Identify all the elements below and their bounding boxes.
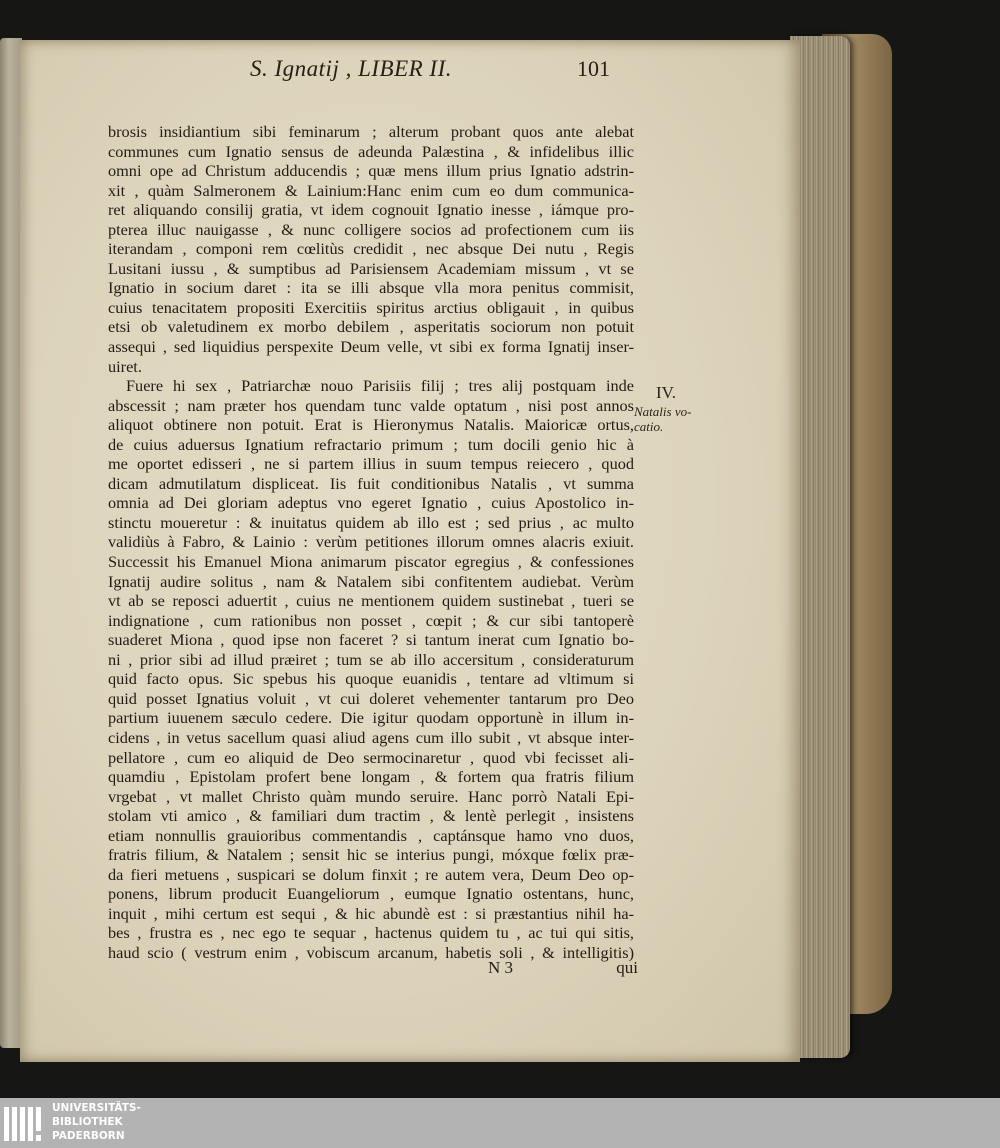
library-logo-icon xyxy=(4,1105,46,1143)
text-line: pterea illuc nauigasse , & nunc colligere socios ad profectionem cum iis xyxy=(108,219,634,239)
text-line: Fuere hi sex , Patriarchæ nouo Parisiis filij ; tres alij postquam inde xyxy=(126,376,634,396)
text-line: omnia ad Dei gloriam adeptus vno egeret Ignatio , cuius Apostolico in- xyxy=(108,493,634,513)
text-line: vrgebat , vt mallet Christo quàm mundo seruire. Hanc porrò Natali Epi- xyxy=(108,786,634,806)
text-line: dicam admutilatum displiceat. Iis fuit conditionibus Natalis , vt summa xyxy=(108,473,634,493)
text-line: haud scio ( vestrum enim , vobiscum arcanum, habetis soli , & intelligitis) xyxy=(108,942,634,962)
text-line: stolam vti amico , & familiari dum tractim , & lentè perlegit , insistens xyxy=(108,806,634,826)
text-line: Lusitani iussu , & sumptibus ad Parisiensem Academiam missum , vt se xyxy=(108,258,634,278)
text-line: Ignatij audire solitus , nam & Natalem sibi confitentem audiebat. Verùm xyxy=(108,571,634,591)
marginal-note-line: catio. xyxy=(634,419,664,434)
library-footer-bar xyxy=(0,1098,1000,1148)
text-line: inquit , mihi certum est sequi , & hic abundè est : si præstantius nihil ha- xyxy=(108,903,634,923)
text-line: omni ope ad Christum adducendis ; quæ mens illum prius Ignatio adstrin- xyxy=(108,161,634,181)
signature-mark: N 3 xyxy=(488,958,514,977)
text-line: brosis insidiantium sibi feminarum ; alterum probant quos ante alebat xyxy=(108,122,634,141)
running-head-title: S. Ignatij , LIBER II. xyxy=(250,56,452,81)
text-line: Ignatio in socium daret : ita se illi absque vlla mora penitus commisit, xyxy=(108,278,634,298)
page-footer-line xyxy=(488,958,638,980)
text-line: de cuius aduersus Ignatium refractario primum ; tum docili genio hic à xyxy=(108,434,634,454)
text-line: partium iuuenem sæculo cedere. Die igitur quodam opportunè in illum in- xyxy=(108,708,634,728)
text-line: iterandam , componi rem cœlitùs credidit , nec absque Dei nutu , Regis xyxy=(108,239,634,259)
text-line: da fieri metuens , suspicari se dolum finxit ; re autem vera, Deum Deo op- xyxy=(108,864,634,884)
text-line: bes , frustra es , nec ego te sequar , hactenus quidem tu , ac tui qui sitis, xyxy=(108,923,634,943)
catchword: qui xyxy=(616,958,638,977)
text-line: aliquot obtinere non potuit. Erat is Hieronymus Natalis. Maioricæ ortus, xyxy=(108,415,634,435)
text-line: me oportet edisseri , ne si partem illius in suum tempus reiecero , quod xyxy=(108,454,634,474)
page-number: 101 xyxy=(577,56,610,81)
library-name-line: UNIVERSITÄTS- xyxy=(52,1102,141,1114)
text-line: assequi , sed liquidius perspexite Deum velle, vt sibi ex forma Ignatij inser- xyxy=(108,337,634,357)
body-text xyxy=(108,122,634,963)
text-line: pellatore , cum eo aliquid de Deo sermocinaretur , quod vbi fecisset ali- xyxy=(108,747,634,767)
marginal-note xyxy=(634,382,714,434)
text-line: quid facto opus. Sic spebus his quoque euanidis , tentare ad vltimum si xyxy=(108,669,634,689)
text-line: quid posset Ignatius voluit , vt cui doleret vehementer tantarum pro Deo xyxy=(108,688,634,708)
text-line: communes cum Ignatio sensus de adeunda Palæstina , & infidelibus illic xyxy=(108,141,634,161)
text-line: ponens, librum producit Euangeliorum , eumque Ignatio ostentans, hunc, xyxy=(108,884,634,904)
text-line: uiret. xyxy=(108,356,142,376)
text-line: etiam nonnullis grauioribus commentandis , captánsque hamo vno duos, xyxy=(108,825,634,845)
text-line: indignatione , cum rationibus non posset , cœpit ; & cur sibi tantoperè xyxy=(108,610,634,630)
text-line: fratris filium, & Natalem ; sensit hic se interius pungi, móxque fœlix præ- xyxy=(108,845,634,865)
library-name-line: PADERBORN xyxy=(52,1130,125,1142)
marginal-note-line: Natalis vo- xyxy=(634,404,692,419)
text-line: ni , prior sibi ad illud præiret ; tum se ab illo accersitum , consideraturum xyxy=(108,649,634,669)
running-head xyxy=(250,52,610,86)
text-line: abscessit ; nam præter hos quendam tunc valde optatum , nisi post annos xyxy=(108,395,634,415)
marginal-note-number: IV. xyxy=(656,383,676,402)
text-line: ret aliquando consilij gratia, vt idem cognouit Ignatio inesse , iámque pro- xyxy=(108,200,634,220)
text-line: suaderet Miona , quod ipse non faceret ? si tantum inerat cum Ignatio bo- xyxy=(108,630,634,650)
text-line: Successit his Emanuel Miona animarum piscator egregius , & confessiones xyxy=(108,552,634,572)
text-line: etsi ob valetudinem ex morbo debilem , asperitatis sociorum non potuit xyxy=(108,317,634,337)
text-line: cidens , in vetus sacellum quasi aliud agens cum illo subit , vt absque inter- xyxy=(108,727,634,747)
text-line: quamdiu , Epistolam profert bene longam , & fortem qua fratris filium xyxy=(108,767,634,787)
library-name xyxy=(52,1101,141,1143)
library-name-line: BIBLIOTHEK xyxy=(52,1116,123,1128)
text-line: vt ab se reposci aduertit , cuius ne mentionem quidem sustinebat , tueri se xyxy=(108,591,634,611)
left-page-edge xyxy=(0,38,22,1048)
text-line: validiùs à Fabro, & Lainio : verùm petitiones illorum omnes alacris exiuit. xyxy=(108,532,634,552)
text-line: stinctu moueretur : & inuitatus quidem ab illo est ; sed prius , ac multo xyxy=(108,512,634,532)
text-line: xit , quàm Salmeronem & Lainium:Hanc enim cum eo dum communica- xyxy=(108,180,634,200)
text-line: cuius tenacitatem propositi Exercitiis spiritus arctius obligauit , in quibus xyxy=(108,297,634,317)
